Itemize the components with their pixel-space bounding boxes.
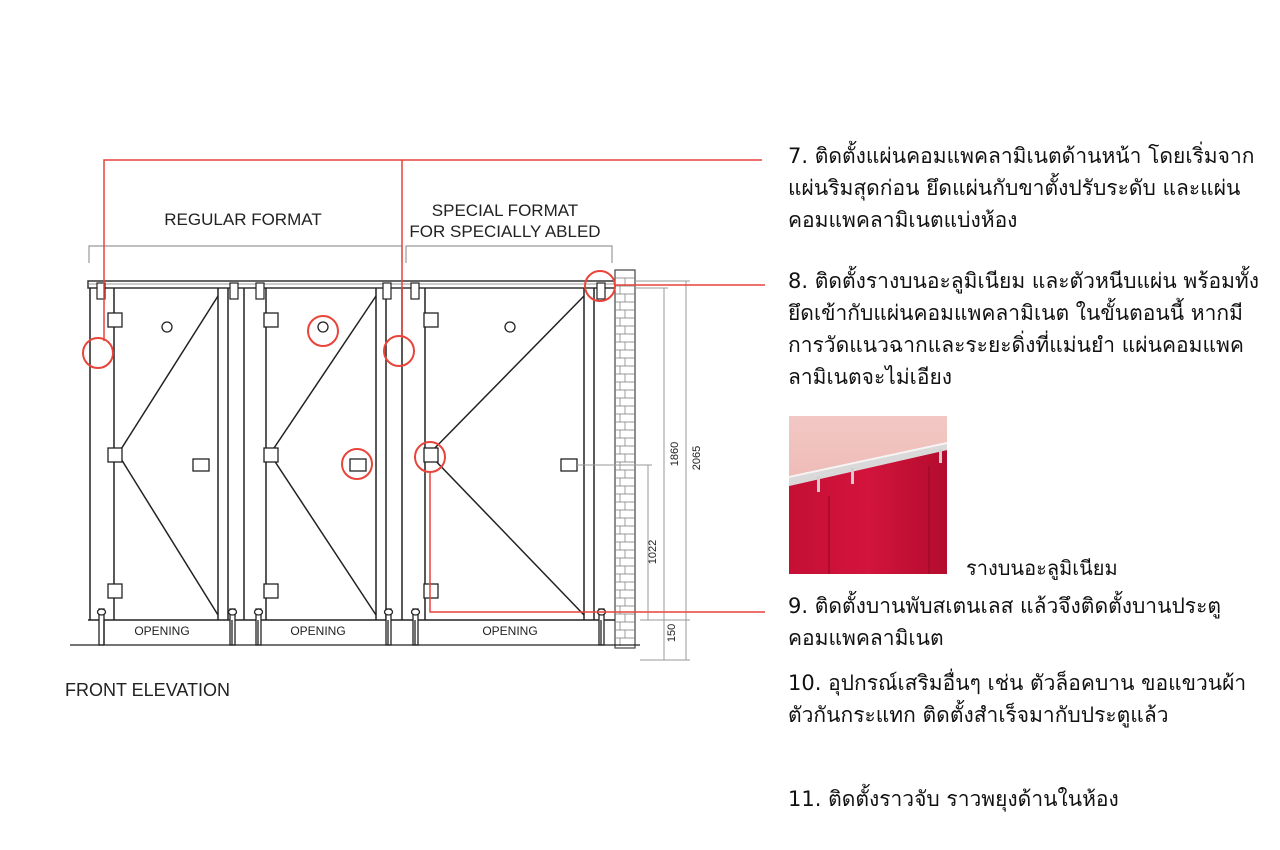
aluminium-headrail-photo [789,416,947,574]
pedestal-leg-cap [229,609,237,615]
opening-label-3: OPENING [482,624,538,638]
brick-wall [615,270,635,648]
pedestal-leg-cap [98,609,106,615]
opening-label-2: OPENING [290,624,346,638]
special-format-label-line1: SPECIAL FORMAT [431,201,579,220]
photo-caption: รางบนอะลูมิเนียม [966,556,1118,580]
dimension-150: 150 [666,623,678,643]
hinges [108,313,438,598]
special-format-label-line2: FOR SPECIALLY ABLED [409,222,601,241]
step-11-text: 11. ติดตั้งราวจับ ราวพยุงด้านในห้อง [788,787,1119,811]
front-elevation-label: FRONT ELEVATION [65,680,231,700]
format-brackets [89,246,612,263]
opening-label-1: OPENING [134,624,190,638]
pedestal-leg-cap [385,609,393,615]
dimension-1860: 1860 [669,441,681,467]
pedestal-leg-cap [412,609,420,615]
door-locks [193,459,577,471]
step-9-text: 9. ติดตั้งบานพับสเตนเลส แล้วจึงติดตั้งบานประตูคอมแพคลามิเนต [788,594,1221,650]
step-10-text: 10. อุปกรณ์เสริมอื่นๆ เช่น ตัวล็อคบาน ขอแขวนผ้า ตัวกันกระแทก ติดตั้งสำเร็จมากับประตูแล้ว [788,671,1247,727]
headrail [88,281,615,288]
partition-panels [88,288,615,620]
step-8-text: 8. ติดตั้งรางบนอะลูมิเนียม และตัวหนีบแผ่น พร้อมทั้งยึดเข้ากับแผ่นคอมแพคลามิเนต ในขั้นตอนนี้ หากมีการวัดแนวฉากและระยะดิ่งที่แม่นยำ แผ่นคอมแพคลามิเนตจะไม่เอียง [788,269,1260,389]
door-swing-lines [118,296,584,615]
step-7-text: 7. ติดตั้งแผ่นคอมแพคลามิเนตด้านหน้า โดยเริ่มจากแผ่นริมสุดก่อน ยึดแผ่นกับขาตั้งปรับระดับ และแผ่นคอมแพคลามิเนตแบ่งห้อง [788,144,1255,232]
dimension-1022: 1022 [647,539,659,565]
callout-circles [83,271,615,479]
regular-format-label: REGULAR FORMAT [164,210,322,229]
dimension-2065: 2065 [691,445,703,471]
pedestal-leg-cap [255,609,263,615]
